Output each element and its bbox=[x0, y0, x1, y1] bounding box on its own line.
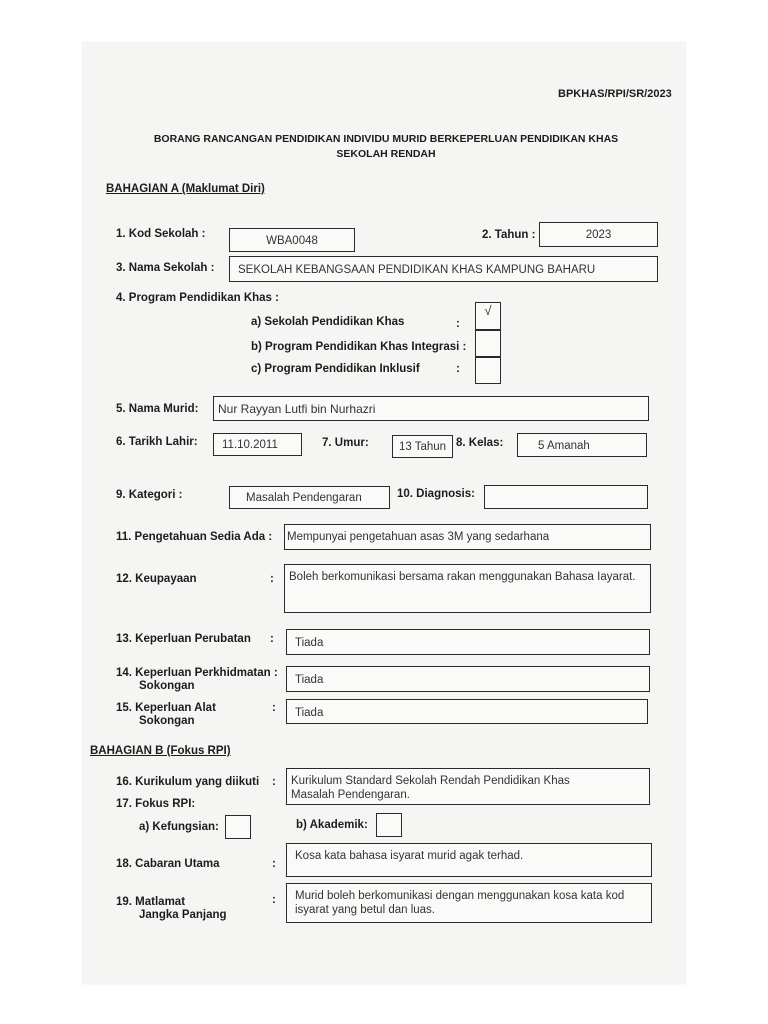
matlamat-field[interactable] bbox=[286, 883, 652, 923]
matlamat-label: 19. Matlamat bbox=[116, 896, 186, 908]
kod-sekolah-value: WBA0048 bbox=[266, 235, 318, 247]
kefungsian-checkbox[interactable] bbox=[225, 815, 251, 839]
diagnosis-value bbox=[485, 486, 647, 490]
program-option-c-checkbox[interactable] bbox=[475, 357, 501, 384]
form-subtitle: SEKOLAH RENDAH bbox=[336, 148, 436, 160]
cabaran-field[interactable] bbox=[286, 843, 652, 877]
akademik-label: b) Akademik: bbox=[296, 819, 368, 831]
keupayaan-label: 12. Keupayaan bbox=[116, 573, 197, 585]
nama-sekolah-field[interactable] bbox=[229, 256, 658, 282]
tarikh-lahir-field[interactable] bbox=[213, 433, 302, 456]
perkhidmatan-field[interactable] bbox=[286, 666, 650, 692]
kategori-field[interactable] bbox=[229, 486, 390, 509]
kelas-field[interactable] bbox=[517, 433, 647, 457]
section-b-heading: BAHAGIAN B (Fokus RPI) bbox=[90, 745, 231, 757]
kurikulum-label: 16. Kurikulum yang diikuti bbox=[116, 776, 260, 788]
program-option-a-checkbox[interactable] bbox=[475, 302, 501, 330]
cabaran-colon: : bbox=[272, 858, 276, 870]
perkhidmatan-label: 14. Keperluan Perkhidmatan : bbox=[116, 667, 278, 679]
akademik-checkbox[interactable] bbox=[376, 813, 402, 837]
kod-sekolah-label: 1. Kod Sekolah : bbox=[116, 228, 206, 240]
kelas-label: 8. Kelas: bbox=[456, 437, 504, 449]
pengetahuan-field[interactable] bbox=[284, 524, 651, 550]
alat-label-2: Sokongan bbox=[139, 715, 195, 727]
program-option-c-colon: : bbox=[456, 363, 460, 375]
perubatan-colon: : bbox=[270, 633, 274, 645]
matlamat-label-2: Jangka Panjang bbox=[139, 909, 227, 921]
program-option-b-checkbox[interactable] bbox=[475, 330, 501, 357]
nama-murid-field[interactable] bbox=[213, 396, 649, 421]
pengetahuan-label: 11. Pengetahuan Sedia Ada : bbox=[116, 531, 273, 543]
alat-label: 15. Keperluan Alat bbox=[116, 702, 216, 714]
perkhidmatan-label-2: Sokongan bbox=[139, 680, 195, 692]
tahun-label: 2. Tahun : bbox=[482, 229, 536, 241]
keupayaan-value: Boleh berkomunikasi bersama rakan menggunakan Bahasa Iayarat. bbox=[289, 571, 636, 583]
umur-field[interactable] bbox=[392, 435, 453, 458]
program-option-a-colon: : bbox=[456, 318, 460, 330]
form-code: BPKHAS/RPI/SR/2023 bbox=[558, 88, 672, 100]
pengetahuan-value: Mempunyai pengetahuan asas 3M yang sedarhana bbox=[287, 531, 550, 543]
kategori-value: Masalah Pendengaran bbox=[246, 492, 362, 504]
program-option-c-label: c) Program Pendidikan Inklusif bbox=[251, 363, 420, 375]
matlamat-value: Murid boleh berkomunikasi dengan menggunakan kosa kata kod isyarat yang betul dan luas. bbox=[295, 890, 625, 916]
kurikulum-value: Kurikulum Standard Sekolah Rendah Pendidikan Khas Masalah Pendengaran. bbox=[291, 775, 570, 801]
kefungsian-label: a) Kefungsian: bbox=[139, 821, 219, 833]
nama-sekolah-label: 3. Nama Sekolah : bbox=[116, 262, 215, 274]
nama-murid-value: Nur Rayyan Lutfi bin Nurhazri bbox=[218, 402, 376, 416]
cabaran-value: Kosa kata bahasa isyarat murid agak terhad. bbox=[295, 850, 524, 862]
tahun-value: 2023 bbox=[585, 229, 612, 241]
section-a-heading: BAHAGIAN A (Maklumat Diri) bbox=[106, 183, 265, 195]
nama-sekolah-value: SEKOLAH KEBANGSAAN PENDIDIKAN KHAS KAMPUNG BAHARU bbox=[238, 264, 596, 276]
umur-value: 13 Tahun bbox=[398, 441, 447, 453]
perubatan-field[interactable] bbox=[286, 629, 650, 655]
alat-colon: : bbox=[272, 702, 276, 714]
diagnosis-field[interactable] bbox=[484, 485, 648, 509]
matlamat-colon: : bbox=[272, 894, 276, 906]
fokus-rpi-label: 17. Fokus RPI: bbox=[116, 798, 196, 810]
kurikulum-field[interactable] bbox=[286, 768, 650, 805]
tarikh-lahir-value: 11.10.2011 bbox=[222, 439, 278, 451]
tarikh-lahir-label: 6. Tarikh Lahir: bbox=[116, 436, 198, 448]
cabaran-label: 18. Cabaran Utama bbox=[116, 858, 220, 870]
nama-murid-label: 5. Nama Murid: bbox=[116, 403, 199, 415]
program-option-a-label: a) Sekolah Pendidikan Khas bbox=[251, 316, 405, 328]
kelas-value: 5 Amanah bbox=[538, 440, 590, 452]
alat-value: Tiada bbox=[295, 707, 324, 719]
tahun-field[interactable] bbox=[539, 222, 658, 247]
form-title: BORANG RANCANGAN PENDIDIKAN INDIVIDU MURID BERKEPERLUAN PENDIDIKAN KHAS bbox=[153, 133, 619, 145]
check-mark-icon: √ bbox=[484, 303, 492, 318]
diagnosis-label: 10. Diagnosis: bbox=[397, 488, 475, 500]
perubatan-value: Tiada bbox=[295, 637, 324, 649]
kategori-label: 9. Kategori : bbox=[116, 489, 183, 501]
umur-label: 7. Umur: bbox=[322, 437, 369, 449]
perubatan-label: 13. Keperluan Perubatan bbox=[116, 633, 251, 645]
keupayaan-field[interactable] bbox=[284, 564, 651, 613]
program-option-b-label: b) Program Pendidikan Khas Integrasi : bbox=[251, 341, 467, 353]
kurikulum-colon: : bbox=[272, 776, 276, 788]
program-label: 4. Program Pendidikan Khas : bbox=[116, 292, 279, 304]
kod-sekolah-field[interactable] bbox=[229, 228, 355, 252]
alat-field[interactable] bbox=[286, 699, 648, 724]
perkhidmatan-value: Tiada bbox=[295, 674, 324, 686]
keupayaan-colon: : bbox=[270, 573, 274, 585]
